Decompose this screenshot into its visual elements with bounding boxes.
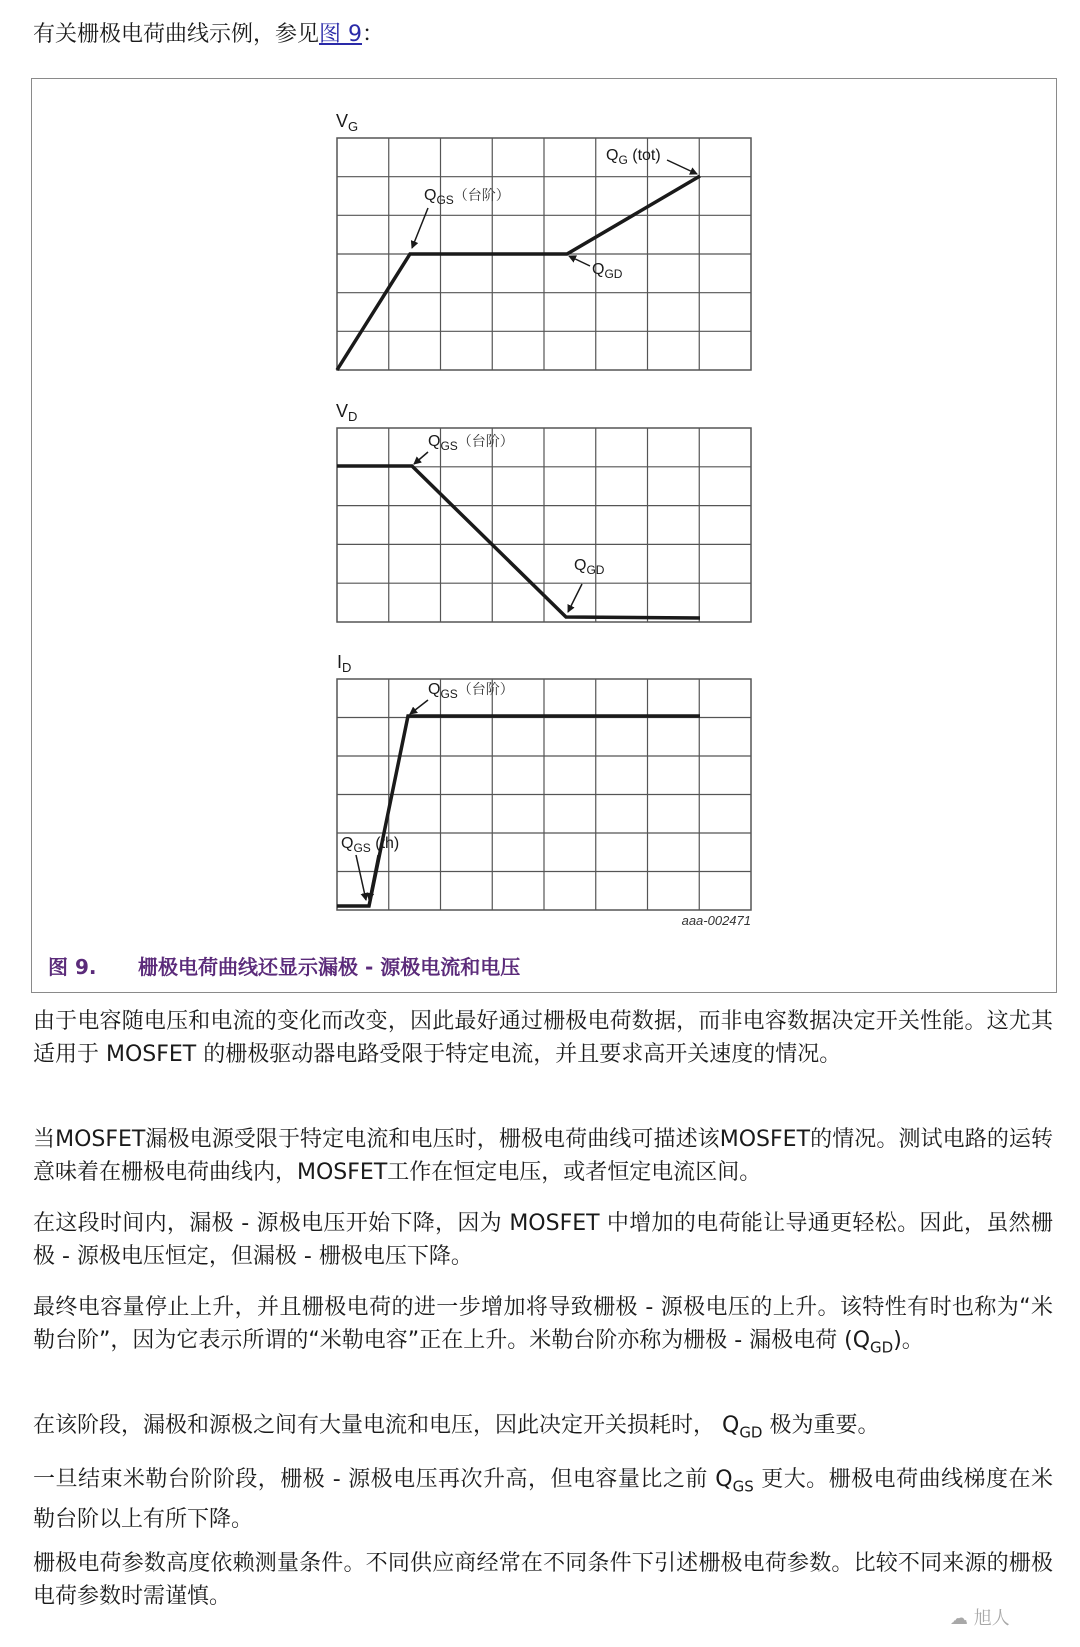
paragraph-4: 最终电容量停止上升，并且栅极电荷的进一步增加将导致栅极 - 源极电压的上升。该特性有时也称为“米勒台阶”，因为它表示所谓的“米勒电容”正在上升。米勒台阶亦称为栅极 - 漏极电荷 $(Q_{GD})$。 [33,1295,1053,1357]
watermark: ☁ 旭人 [950,1608,1010,1629]
vd-curve [337,466,700,618]
id-qgs-label: $Q_{GS}$（台阶） [428,681,514,701]
paragraph-7: 栅极电荷参数高度依赖测量条件。不同供应商经常在不同条件下引述栅极电荷参数。比较不同来源的栅极电荷参数时需谨慎。 [33,1551,1053,1609]
vg-qgtot-arrow [667,160,697,174]
paragraph-5: 在该阶段，漏极和源极之间有大量电流和电压，因此决定开关损耗时， $Q_{GD}$ 极为重要。 [33,1413,880,1442]
id-qgsth-arrow-2 [369,855,378,900]
paragraph-1: 由于电容随电压和电流的变化而改变，因此最好通过栅极电荷数据，而非电容数据决定开关性能。这尤其适用于 MOSFET 的栅极驱动器电路受限于特定电流，并且要求高开关速度的情况。 [33,1009,1053,1067]
vd-grid [337,428,751,622]
figure-caption-text: 栅极电荷曲线还显示漏极 - 源极电流和电压 [138,955,521,979]
vg-axis-label: $V_G$ [336,111,359,134]
id-qgs-arrow [410,700,428,714]
id-grid [337,679,751,910]
intro-suffix: ： [362,22,385,47]
paragraph-2: 当MOSFET漏极电源受限于特定电流和电压时，栅极电荷曲线可描述该MOSFET的情况。测试电路的运转意味着在栅极电荷曲线内，MOSFET工作在恒定电压，或者恒定电流区间。 [33,1127,1053,1185]
figure-caption [48,951,520,980]
vd-qgs-arrow [414,452,428,464]
id-qgsth-arrow-1 [356,855,366,900]
vg-qgs-arrow [412,208,428,248]
vg-qgd-arrow [569,256,590,266]
id-qgsth-label: $Q_{GS}$ (th) [341,835,400,855]
figure-caption-number: 图 9. [48,955,97,979]
vg-curve [337,176,700,370]
vd-qgd-arrow [568,584,582,612]
figure-link[interactable]: 图 9 [319,22,363,47]
figure-id-code: aaa-002471 [681,913,751,928]
vg-qgtot-label: $Q_G$ (tot) [606,147,661,167]
vg-qgs-label: $Q_{GS}$（台阶） [424,187,510,207]
intro-prefix: 有关栅极电荷曲线示例，参见 [33,22,320,47]
paragraph-3: 在这段时间内，漏极 - 源极电压开始下降，因为 MOSFET 中增加的电荷能让导通更轻松。因此，虽然栅极 - 源极电压恒定，但漏极 - 栅极电压下降。 [33,1211,1053,1269]
vd-qgs-label: $Q_{GS}$（台阶） [428,433,514,453]
vd-axis-label: $V_D$ [336,401,358,424]
vg-qgd-label: $Q_{GD}$ [592,261,623,281]
wechat-icon: ☁ [950,1608,974,1629]
paragraph-6: 一旦结束米勒台阶阶段，栅极 - 源极电压再次升高，但电容量比之前 $Q_{GS}$ 更大。栅极电荷曲线梯度在米勒台阶以上有所下降。 [33,1467,1053,1533]
vd-qgd-label: $Q_{GD}$ [574,557,605,577]
id-curve [337,716,700,906]
id-axis-label: $I_D$ [337,652,352,675]
